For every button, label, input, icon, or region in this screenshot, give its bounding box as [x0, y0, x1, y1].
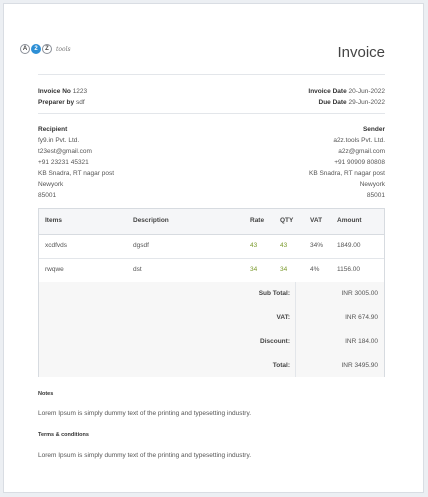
col-rate: Rate [250, 217, 265, 224]
cell-amount: 1849.00 [337, 242, 361, 249]
sender-block [309, 124, 385, 201]
invoice-meta-right [308, 86, 385, 108]
preparer-value: sdf [75, 99, 85, 106]
items-table [38, 208, 385, 377]
preparer-label: Preparer by [38, 99, 75, 106]
brand-logo [20, 44, 71, 54]
column-divider [295, 330, 296, 354]
sender-line: a2z@gmail.com [338, 148, 385, 155]
discount-row [39, 330, 384, 355]
recipient-line: fy9.in Pvt. Ltd. [38, 137, 80, 144]
vat-value: INR 674.90 [345, 314, 378, 321]
invoice-page [3, 3, 424, 493]
vat-row [39, 306, 384, 331]
invoice-date-label: Invoice Date [308, 88, 347, 95]
recipient-line: t23est@gmail.com [38, 148, 92, 155]
cell-item: xcdfvds [45, 242, 68, 249]
subtotal-label: Sub Total: [258, 290, 290, 297]
recipient-line: KB Snadra, RT nagar post [38, 170, 115, 177]
table-header [39, 209, 384, 235]
sender-heading: Sender [362, 126, 385, 133]
cell-rate: 43 [250, 242, 258, 249]
logo-word: tools [56, 45, 71, 53]
discount-value: INR 184.00 [345, 338, 378, 345]
divider [38, 74, 385, 75]
logo-letter: A [20, 44, 30, 54]
col-vat: VAT [310, 217, 323, 224]
cell-vat: 4% [310, 266, 320, 273]
sender-line: KB Snadra, RT nagar post [308, 170, 385, 177]
page-title: Invoice [337, 44, 385, 61]
subtotal-row [39, 282, 384, 307]
notes-heading: Notes [38, 391, 54, 397]
recipient-line: Newyork [38, 181, 64, 188]
vat-label: VAT: [276, 314, 290, 321]
column-divider [295, 282, 296, 306]
sender-line: 85001 [366, 192, 385, 199]
terms-heading: Terms & conditions [38, 432, 89, 438]
column-divider [295, 354, 296, 377]
invoice-meta-left [38, 86, 87, 108]
recipient-block [38, 124, 114, 201]
table-row [39, 234, 384, 259]
col-qty: QTY [280, 217, 294, 224]
recipient-line: +91 23231 45321 [38, 159, 89, 166]
cell-rate: 34 [250, 266, 258, 273]
invoice-date-value: 20-Jun-2022 [348, 88, 385, 95]
col-items: Items [45, 217, 62, 224]
sender-line: a2z.tools Pvt. Ltd. [333, 137, 385, 144]
table-row [39, 258, 384, 283]
total-value: INR 3495.90 [341, 362, 378, 369]
notes-text: Lorem Ipsum is simply dummy text of the printing and typesetting industry. [38, 410, 252, 417]
due-date-label: Due Date [318, 99, 347, 106]
divider [38, 113, 385, 114]
due-date-value: 29-Jun-2022 [348, 99, 385, 106]
logo-letter: 2 [31, 44, 41, 54]
cell-qty: 34 [280, 266, 288, 273]
logo-letter: Z [42, 44, 52, 54]
terms-text: Lorem Ipsum is simply dummy text of the printing and typesetting industry. [38, 452, 252, 459]
recipient-heading: Recipient [38, 126, 68, 133]
col-description: Description [133, 217, 169, 224]
cell-qty: 43 [280, 242, 288, 249]
total-label: Total: [272, 362, 290, 369]
cell-description: dst [133, 266, 142, 273]
col-amount: Amount [337, 217, 362, 224]
cell-vat: 34% [310, 242, 324, 249]
sender-line: Newyork [359, 181, 385, 188]
subtotal-value: INR 3005.00 [341, 290, 378, 297]
sender-line: +91 90909 80808 [334, 159, 385, 166]
invoice-no-value: 1223 [72, 88, 88, 95]
total-row [39, 354, 384, 377]
cell-item: rwqwe [45, 266, 64, 273]
discount-label: Discount: [260, 338, 290, 345]
invoice-no-label: Invoice No [38, 88, 71, 95]
cell-amount: 1156.00 [337, 266, 361, 273]
cell-description: dgsdf [133, 242, 149, 249]
column-divider [295, 306, 296, 330]
recipient-line: 85001 [38, 192, 57, 199]
